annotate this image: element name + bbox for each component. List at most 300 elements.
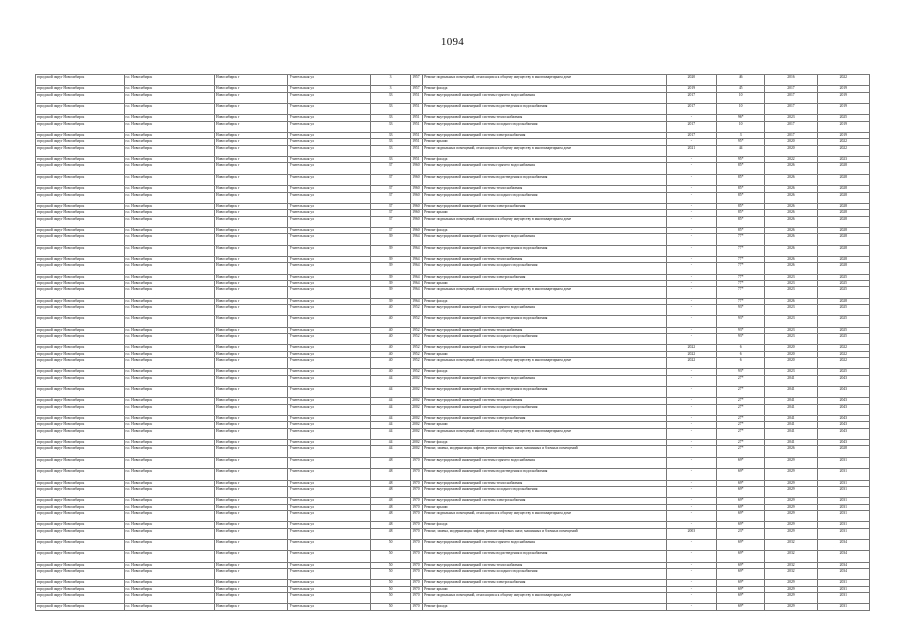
plan-start-cell: 2023: [765, 287, 817, 298]
plan-end-cell: 2028: [817, 174, 869, 185]
municipality-cell: городской округ Новосибирск: [36, 522, 125, 528]
plan-end-cell: 2025: [817, 287, 869, 298]
municipality-cell: городской округ Новосибирск: [36, 145, 125, 156]
municipality-cell: городской округ Новосибирск: [36, 192, 125, 203]
district-cell: г.о. Новосибирск: [124, 522, 215, 528]
district-cell: г.о. Новосибирск: [124, 446, 215, 457]
wear-percent-cell: 93*: [717, 304, 765, 315]
municipality-cell: городской округ Новосибирск: [36, 551, 125, 562]
settlement-cell: Новосибирск г: [215, 345, 288, 351]
house-number-cell: 37: [370, 192, 410, 203]
settlement-cell: Новосибирск г: [215, 375, 288, 386]
house-number-cell: 48: [370, 469, 410, 480]
house-number-cell: 33: [370, 115, 410, 121]
work-type-cell: Ремонт подвальных помещений, относящихся к общему имуществу в многоквартирном доме: [423, 510, 666, 521]
settlement-cell: Новосибирск г: [215, 174, 288, 185]
last-repair-year-cell: -: [666, 174, 716, 185]
street-cell: Учительская ул: [288, 216, 370, 227]
settlement-cell: Новосибирск г: [215, 121, 288, 132]
plan-start-cell: 2023: [765, 327, 817, 333]
wear-percent-cell: 77*: [717, 234, 765, 245]
municipality-cell: городской округ Новосибирск: [36, 210, 125, 216]
table-row: [36, 551, 870, 562]
plan-end-cell: 2025: [817, 304, 869, 315]
wear-percent-cell: 27*: [717, 387, 765, 398]
plan-end-cell: 2031: [817, 580, 869, 586]
plan-start-cell: 2017: [765, 86, 817, 92]
plan-start-cell: 2029: [765, 486, 817, 497]
plan-end-cell: 2043: [817, 398, 869, 404]
plan-end-cell: 2019: [817, 121, 869, 132]
build-year-cell: 1970: [411, 593, 423, 604]
street-cell: Учительская ул: [288, 157, 370, 163]
settlement-cell: Новосибирск г: [215, 245, 288, 256]
street-cell: Учительская ул: [288, 227, 370, 233]
last-repair-year-cell: -: [666, 469, 716, 480]
street-cell: Учительская ул: [288, 174, 370, 185]
last-repair-year-cell: -: [666, 115, 716, 121]
house-number-cell: 48: [370, 498, 410, 504]
municipality-cell: городской округ Новосибирск: [36, 139, 125, 145]
plan-start-cell: 2032: [765, 569, 817, 580]
municipality-cell: городской округ Новосибирск: [36, 504, 125, 510]
work-type-cell: Ремонт подвальных помещений, относящихся к общему имуществу в многоквартирном доме: [423, 358, 666, 369]
house-number-cell: 50: [370, 580, 410, 586]
last-repair-year-cell: -: [666, 510, 716, 521]
build-year-cell: 1970: [411, 457, 423, 468]
last-repair-year-cell: -: [666, 186, 716, 192]
house-number-cell: 48: [370, 457, 410, 468]
plan-start-cell: 2041: [765, 404, 817, 415]
municipality-cell: городской округ Новосибирск: [36, 440, 125, 446]
house-number-cell: 37: [370, 210, 410, 216]
last-repair-year-cell: -: [666, 457, 716, 468]
settlement-cell: Новосибирск г: [215, 75, 288, 86]
plan-end-cell: 2028: [817, 216, 869, 227]
settlement-cell: Новосибирск г: [215, 186, 288, 192]
street-cell: Учительская ул: [288, 75, 370, 86]
plan-end-cell: 2031: [817, 457, 869, 468]
build-year-cell: 1960: [411, 227, 423, 233]
table-row: [36, 486, 870, 497]
house-number-cell: 44: [370, 375, 410, 386]
district-cell: г.о. Новосибирск: [124, 539, 215, 550]
wear-percent-cell: 6: [717, 351, 765, 357]
table-row: [36, 163, 870, 174]
build-year-cell: 2002: [411, 440, 423, 446]
street-cell: Учительская ул: [288, 358, 370, 369]
settlement-cell: Новосибирск г: [215, 446, 288, 457]
last-repair-year-cell: 2019: [666, 86, 716, 92]
work-type-cell: Ремонт внутридомовой инженерной системы теплоснабжения: [423, 256, 666, 262]
plan-start-cell: 2029: [765, 593, 817, 604]
build-year-cell: 1964: [411, 274, 423, 280]
build-year-cell: 2002: [411, 387, 423, 398]
wear-percent-cell: 77*: [717, 287, 765, 298]
last-repair-year-cell: 2017: [666, 121, 716, 132]
house-number-cell: 48: [370, 528, 410, 539]
street-cell: Учительская ул: [288, 486, 370, 497]
last-repair-year-cell: 2020: [666, 75, 716, 86]
wear-percent-cell: 69*: [717, 510, 765, 521]
plan-end-cell: 2025: [817, 316, 869, 327]
plan-end-cell: 2025: [817, 274, 869, 280]
house-number-cell: 50: [370, 586, 410, 592]
build-year-cell: 1960: [411, 210, 423, 216]
work-type-cell: Ремонт внутридомовой инженерной системы горячего водоснабжения: [423, 539, 666, 550]
street-cell: Учительская ул: [288, 133, 370, 139]
settlement-cell: Новосибирск г: [215, 551, 288, 562]
work-type-cell: Ремонт внутридомовой инженерной системы холодного водоснабжения: [423, 569, 666, 580]
house-number-cell: 40: [370, 334, 410, 345]
wear-percent-cell: 85*: [717, 210, 765, 216]
street-cell: Учительская ул: [288, 404, 370, 415]
house-number-cell: 39: [370, 256, 410, 262]
work-type-cell: Ремонт внутридомовой инженерной системы теплоснабжения: [423, 562, 666, 568]
build-year-cell: 1951: [411, 133, 423, 139]
district-cell: г.о. Новосибирск: [124, 428, 215, 439]
municipality-cell: городской округ Новосибирск: [36, 203, 125, 209]
work-type-cell: Ремонт подвальных помещений, относящихся к общему имуществу в многоквартирном доме: [423, 75, 666, 86]
build-year-cell: 1952: [411, 351, 423, 357]
plan-start-cell: 2026: [765, 227, 817, 233]
work-type-cell: Ремонт фасада: [423, 440, 666, 446]
street-cell: Учительская ул: [288, 345, 370, 351]
district-cell: г.о. Новосибирск: [124, 586, 215, 592]
street-cell: Учительская ул: [288, 469, 370, 480]
settlement-cell: Новосибирск г: [215, 469, 288, 480]
district-cell: г.о. Новосибирск: [124, 604, 215, 610]
district-cell: г.о. Новосибирск: [124, 498, 215, 504]
build-year-cell: 1970: [411, 539, 423, 550]
street-cell: Учительская ул: [288, 280, 370, 286]
build-year-cell: 1960: [411, 174, 423, 185]
plan-start-cell: 2017: [765, 104, 817, 115]
settlement-cell: Новосибирск г: [215, 404, 288, 415]
work-type-cell: Ремонт внутридомовой инженерной системы водоотведения и водоснабжения: [423, 551, 666, 562]
wear-percent-cell: 95*: [717, 139, 765, 145]
district-cell: г.о. Новосибирск: [124, 227, 215, 233]
plan-end-cell: 2028: [817, 163, 869, 174]
last-repair-year-cell: -: [666, 203, 716, 209]
plan-start-cell: 2023: [765, 316, 817, 327]
build-year-cell: 1964: [411, 280, 423, 286]
municipality-cell: городской округ Новосибирск: [36, 234, 125, 245]
build-year-cell: 1952: [411, 316, 423, 327]
house-number-cell: 37: [370, 163, 410, 174]
work-type-cell: Ремонт внутридомовой инженерной системы холодного водоснабжения: [423, 263, 666, 274]
plan-start-cell: 2026: [765, 174, 817, 185]
municipality-cell: городской округ Новосибирск: [36, 498, 125, 504]
street-cell: Учительская ул: [288, 203, 370, 209]
municipality-cell: городской округ Новосибирск: [36, 133, 125, 139]
street-cell: Учительская ул: [288, 551, 370, 562]
last-repair-year-cell: -: [666, 263, 716, 274]
district-cell: г.о. Новосибирск: [124, 92, 215, 103]
municipality-cell: городской округ Новосибирск: [36, 316, 125, 327]
district-cell: г.о. Новосибирск: [124, 398, 215, 404]
street-cell: Учительская ул: [288, 186, 370, 192]
work-type-cell: Ремонт внутридомовой инженерной системы водоотведения и водоснабжения: [423, 469, 666, 480]
municipality-cell: городской округ Новосибирск: [36, 274, 125, 280]
district-cell: г.о. Новосибирск: [124, 569, 215, 580]
build-year-cell: 2002: [411, 416, 423, 422]
wear-percent-cell: 69*: [717, 522, 765, 528]
wear-percent-cell: 93*: [717, 316, 765, 327]
municipality-cell: городской округ Новосибирск: [36, 104, 125, 115]
house-number-cell: 33: [370, 133, 410, 139]
build-year-cell: 1964: [411, 298, 423, 304]
settlement-cell: Новосибирск г: [215, 163, 288, 174]
last-repair-year-cell: -: [666, 504, 716, 510]
wear-percent-cell: 85*: [717, 192, 765, 203]
municipality-cell: городской округ Новосибирск: [36, 92, 125, 103]
street-cell: Учительская ул: [288, 539, 370, 550]
street-cell: Учительская ул: [288, 416, 370, 422]
settlement-cell: Новосибирск г: [215, 522, 288, 528]
table-row: [36, 387, 870, 398]
wear-percent-cell: 27*: [717, 398, 765, 404]
last-repair-year-cell: -: [666, 569, 716, 580]
work-type-cell: Ремонт внутридомовой инженерной системы водоотведения и водоснабжения: [423, 316, 666, 327]
house-number-cell: 50: [370, 551, 410, 562]
wear-percent-cell: 85*: [717, 163, 765, 174]
build-year-cell: 1970: [411, 486, 423, 497]
last-repair-year-cell: -: [666, 593, 716, 604]
district-cell: г.о. Новосибирск: [124, 510, 215, 521]
plan-end-cell: 2028: [817, 245, 869, 256]
settlement-cell: Новосибирск г: [215, 539, 288, 550]
table-row: [36, 446, 870, 457]
wear-percent-cell: 93*: [717, 369, 765, 375]
build-year-cell: 1960: [411, 203, 423, 209]
plan-end-cell: 2022: [817, 75, 869, 86]
municipality-cell: городской округ Новосибирск: [36, 604, 125, 610]
wear-percent-cell: 6: [717, 358, 765, 369]
district-cell: г.о. Новосибирск: [124, 163, 215, 174]
plan-start-cell: 2041: [765, 375, 817, 386]
wear-percent-cell: 27*: [717, 416, 765, 422]
house-number-cell: 33: [370, 145, 410, 156]
wear-percent-cell: 77*: [717, 280, 765, 286]
wear-percent-cell: 95*: [717, 157, 765, 163]
street-cell: Учительская ул: [288, 480, 370, 486]
plan-end-cell: 2031: [817, 510, 869, 521]
house-number-cell: 39: [370, 274, 410, 280]
work-type-cell: Ремонт внутридомовой инженерной системы электроснабжения: [423, 498, 666, 504]
settlement-cell: Новосибирск г: [215, 422, 288, 428]
house-number-cell: 37: [370, 186, 410, 192]
district-cell: г.о. Новосибирск: [124, 334, 215, 345]
municipality-cell: городской округ Новосибирск: [36, 486, 125, 497]
wear-percent-cell: 69*: [717, 569, 765, 580]
municipality-cell: городской округ Новосибирск: [36, 216, 125, 227]
work-type-cell: Ремонт внутридомовой инженерной системы водоотведения и водоснабжения: [423, 245, 666, 256]
table-row: [36, 510, 870, 521]
build-year-cell: 1951: [411, 145, 423, 156]
work-type-cell: Ремонт подвальных помещений, относящихся к общему имуществу в многоквартирном доме: [423, 216, 666, 227]
street-cell: Учительская ул: [288, 304, 370, 315]
plan-end-cell: 2031: [817, 528, 869, 539]
settlement-cell: Новосибирск г: [215, 480, 288, 486]
wear-percent-cell: 96*: [717, 115, 765, 121]
last-repair-year-cell: 2003: [666, 528, 716, 539]
settlement-cell: Новосибирск г: [215, 569, 288, 580]
work-type-cell: Ремонт внутридомовой инженерной системы водоотведения и водоснабжения: [423, 174, 666, 185]
settlement-cell: Новосибирск г: [215, 562, 288, 568]
house-number-cell: 37: [370, 216, 410, 227]
work-type-cell: Ремонт внутридомовой инженерной системы горячего водоснабжения: [423, 375, 666, 386]
wear-percent-cell: 27*: [717, 375, 765, 386]
table-row: [36, 75, 870, 86]
build-year-cell: 1970: [411, 469, 423, 480]
table-row: [36, 428, 870, 439]
street-cell: Учительская ул: [288, 334, 370, 345]
plan-end-cell: 2022: [817, 351, 869, 357]
build-year-cell: 1964: [411, 287, 423, 298]
plan-end-cell: 2034: [817, 551, 869, 562]
district-cell: г.о. Новосибирск: [124, 422, 215, 428]
street-cell: Учительская ул: [288, 145, 370, 156]
house-number-cell: 48: [370, 510, 410, 521]
street-cell: Учительская ул: [288, 245, 370, 256]
house-number-cell: 48: [370, 480, 410, 486]
work-type-cell: Ремонт внутридомовой инженерной системы теплоснабжения: [423, 480, 666, 486]
work-type-cell: Ремонт внутридомовой инженерной системы электроснабжения: [423, 580, 666, 586]
municipality-cell: городской округ Новосибирск: [36, 428, 125, 439]
plan-start-cell: 2032: [765, 551, 817, 562]
settlement-cell: Новосибирск г: [215, 334, 288, 345]
table-row: [36, 316, 870, 327]
work-type-cell: Ремонт подвальных помещений, относящихся к общему имуществу в многоквартирном доме: [423, 593, 666, 604]
district-cell: г.о. Новосибирск: [124, 327, 215, 333]
build-year-cell: 1970: [411, 480, 423, 486]
last-repair-year-cell: -: [666, 422, 716, 428]
plan-start-cell: 2041: [765, 440, 817, 446]
street-cell: Учительская ул: [288, 586, 370, 592]
plan-start-cell: 2029: [765, 504, 817, 510]
work-type-cell: Ремонт внутридомовой инженерной системы электроснабжения: [423, 203, 666, 209]
table-row: [36, 104, 870, 115]
district-cell: г.о. Новосибирск: [124, 263, 215, 274]
municipality-cell: городской округ Новосибирск: [36, 115, 125, 121]
settlement-cell: Новосибирск г: [215, 298, 288, 304]
work-type-cell: Ремонт внутридомовой инженерной системы горячего водоснабжения: [423, 92, 666, 103]
build-year-cell: 1952: [411, 369, 423, 375]
last-repair-year-cell: -: [666, 551, 716, 562]
wear-percent-cell: 45: [717, 86, 765, 92]
house-number-cell: 39: [370, 287, 410, 298]
house-number-cell: 3: [370, 86, 410, 92]
table-row: [36, 263, 870, 274]
street-cell: Учительская ул: [288, 163, 370, 174]
house-number-cell: 39: [370, 298, 410, 304]
wear-percent-cell: 27*: [717, 404, 765, 415]
municipality-cell: городской округ Новосибирск: [36, 528, 125, 539]
street-cell: Учительская ул: [288, 498, 370, 504]
work-type-cell: Ремонт фасада: [423, 522, 666, 528]
street-cell: Учительская ул: [288, 562, 370, 568]
street-cell: Учительская ул: [288, 387, 370, 398]
settlement-cell: Новосибирск г: [215, 263, 288, 274]
house-number-cell: 44: [370, 422, 410, 428]
wear-percent-cell: 10: [717, 121, 765, 132]
wear-percent-cell: 77*: [717, 298, 765, 304]
work-type-cell: Ремонт внутридомовой инженерной системы холодного водоснабжения: [423, 121, 666, 132]
plan-end-cell: 2043: [817, 440, 869, 446]
plan-end-cell: 2028: [817, 227, 869, 233]
wear-percent-cell: 69*: [717, 457, 765, 468]
plan-start-cell: 2041: [765, 398, 817, 404]
plan-start-cell: 2016: [765, 75, 817, 86]
settlement-cell: Новосибирск г: [215, 580, 288, 586]
settlement-cell: Новосибирск г: [215, 387, 288, 398]
wear-percent-cell: 69*: [717, 504, 765, 510]
plan-end-cell: 2028: [817, 210, 869, 216]
street-cell: Учительская ул: [288, 298, 370, 304]
last-repair-year-cell: -: [666, 280, 716, 286]
plan-end-cell: 2028: [817, 203, 869, 209]
work-type-cell: Ремонт внутридомовой инженерной системы холодного водоснабжения: [423, 192, 666, 203]
build-year-cell: 2002: [411, 428, 423, 439]
last-repair-year-cell: -: [666, 298, 716, 304]
build-year-cell: 1952: [411, 358, 423, 369]
wear-percent-cell: 27*: [717, 446, 765, 457]
district-cell: г.о. Новосибирск: [124, 480, 215, 486]
build-year-cell: 2002: [411, 398, 423, 404]
build-year-cell: 1951: [411, 115, 423, 121]
last-repair-year-cell: 2022: [666, 345, 716, 351]
house-number-cell: 33: [370, 139, 410, 145]
plan-end-cell: 2031: [817, 480, 869, 486]
municipality-cell: городской округ Новосибирск: [36, 280, 125, 286]
work-type-cell: Ремонт внутридомовой инженерной системы электроснабжения: [423, 274, 666, 280]
last-repair-year-cell: -: [666, 387, 716, 398]
municipality-cell: городской округ Новосибирск: [36, 480, 125, 486]
municipality-cell: городской округ Новосибирск: [36, 404, 125, 415]
settlement-cell: Новосибирск г: [215, 280, 288, 286]
plan-start-cell: 2023: [765, 304, 817, 315]
wear-percent-cell: 69*: [717, 486, 765, 497]
build-year-cell: 1970: [411, 510, 423, 521]
last-repair-year-cell: -: [666, 446, 716, 457]
build-year-cell: 2002: [411, 404, 423, 415]
settlement-cell: Новосибирск г: [215, 157, 288, 163]
work-type-cell: Ремонт внутридомовой инженерной системы электроснабжения: [423, 133, 666, 139]
last-repair-year-cell: -: [666, 416, 716, 422]
municipality-cell: городской округ Новосибирск: [36, 327, 125, 333]
street-cell: Учительская ул: [288, 274, 370, 280]
street-cell: Учительская ул: [288, 446, 370, 457]
work-type-cell: Ремонт крыши: [423, 422, 666, 428]
work-type-cell: Ремонт, замена, модернизация лифтов, ремонт лифтовых шахт, машинных и блочных помещений: [423, 528, 666, 539]
wear-percent-cell: 69*: [717, 480, 765, 486]
municipality-cell: городской округ Новосибирск: [36, 446, 125, 457]
district-cell: г.о. Новосибирск: [124, 86, 215, 92]
table-row: [36, 334, 870, 345]
plan-end-cell: 2031: [817, 486, 869, 497]
plan-end-cell: 2031: [817, 469, 869, 480]
plan-end-cell: 2031: [817, 498, 869, 504]
wear-percent-cell: 6: [717, 345, 765, 351]
district-cell: г.о. Новосибирск: [124, 358, 215, 369]
work-type-cell: Ремонт фасада: [423, 298, 666, 304]
plan-start-cell: 2026: [765, 256, 817, 262]
work-type-cell: Ремонт крыши: [423, 210, 666, 216]
build-year-cell: 1970: [411, 569, 423, 580]
work-type-cell: Ремонт фасада: [423, 86, 666, 92]
wear-percent-cell: 10: [717, 104, 765, 115]
